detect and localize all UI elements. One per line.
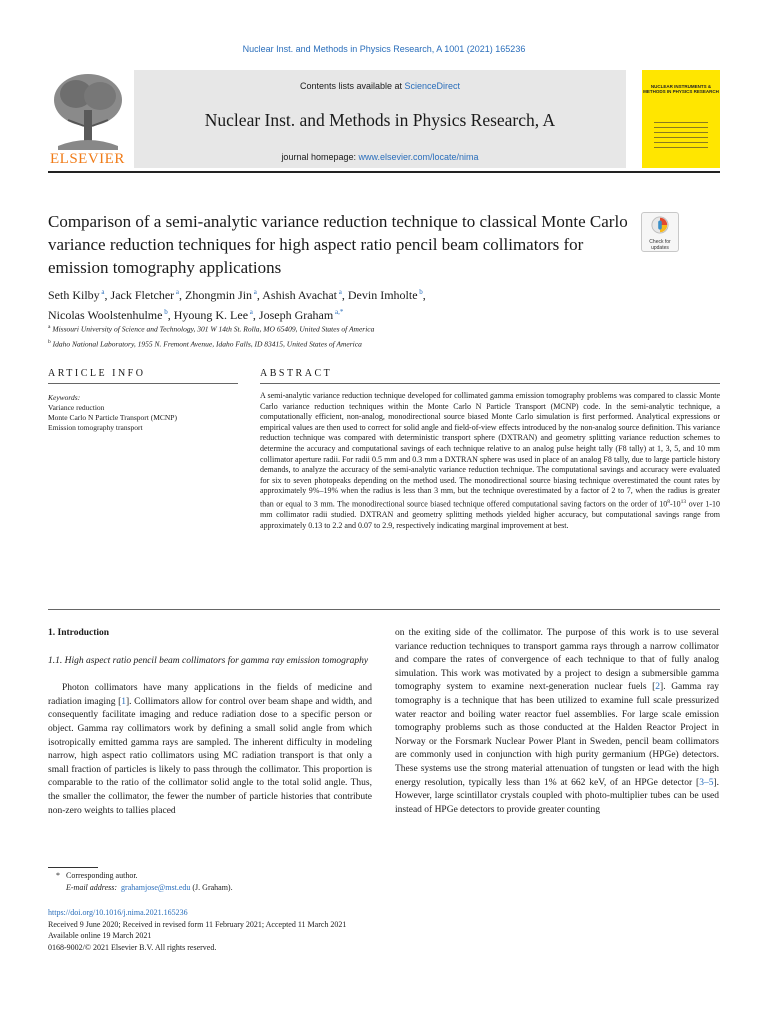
affiliation-b: $^b$ Idaho National Laboratory, 1955 N. Fremont Avenue, Idaho Falls, ID 83415, United States of America [48,338,362,348]
contents-line [134,81,626,91]
keyword-item: Monte Carlo N Particle Transport (MCNP) [48,413,177,422]
article-info-rule [48,383,238,384]
copyright: 0168-9002/© 2021 Elsevier B.V. All rights reserved. [48,942,217,952]
journal-reference[interactable]: Nuclear Inst. and Methods in Physics Research, A 1001 (2021) 165236 [242,44,526,54]
masthead [48,70,720,168]
masthead-divider [48,171,720,173]
journal-banner [134,70,626,168]
section-heading: 1. Introduction [48,628,110,638]
contents-prefix: Contents lists available at [299,81,405,91]
email-link[interactable]: grahamjose@mst.edu [121,883,191,892]
author-name[interactable]: Devin Imholte [347,288,418,302]
keywords-label: Keywords: [48,393,81,402]
abstract-rule [260,383,720,384]
footnote [56,870,233,894]
sciencedirect-link[interactable]: ScienceDirect [404,81,461,91]
author-list [48,284,668,324]
author-affiliation-marker[interactable]: a [337,288,342,296]
footnote-rule [48,867,98,868]
keyword-item: Variance reduction [48,403,105,412]
abstract-bottom-rule [48,609,720,610]
author-separator: , [167,308,174,322]
body-column-right [395,627,719,817]
publisher-name: ELSEVIER [50,151,125,167]
author-separator: , [422,288,426,302]
article-info-heading: ARTICLE INFO [48,368,146,379]
email-note: E-mail address: grahamjose@mst.edu (J. Graham). [66,883,233,892]
affiliation-a: $^a$ Missouri University of Science and Technology, 301 W 14th St. Rolla, MO 65409, United States of America [48,324,375,334]
homepage-link[interactable]: www.elsevier.com/locate/nima [358,152,479,162]
abstract-text: A semi-analytic variance reduction technique developed for collimated gamma emission tomography problems was compared to classic Monte Carlo variance reduction techniques within the Monte Carlo N Particle Transport (MCNP) code. In the semi-analytic technique, a computationally efficient, non-analog, monodirectional source biased Monte Carlo simulation is first performed. Analytical expressions or empirical values are then used to correct for solid angle and field-of-view effects introduced by the non-analog source definition. This variance reduction technique was compared with deterministic transport sphere (DXTRAN) and geometry splitting variance reduction schemes to determine the accuracy and computational savings of each technique relative to an analog pulse height tally (F8 tally) at 1, 3, 5, and 10 mm collimator aperture radii. For radii 0.5 mm and 0.3 mm a DXTRAN sphere was used in place of an analog F8 tally, due to large particle history demands, to analyze the accuracy of the semi-analytic variance reduction technique. The computational savings and accuracy were evaluated for six to seven photopeaks depending on the method used. The monodirectional source biasing technique overestimated the count rates by approximately 9%–19% when the radius is less than 3 mm, but the technique overestimated by a factor of 2 to 7, when the radius is greater than or equal to 3 mm. The monodirectional source biased technique offered computational saving factors on the order of $10^8-10^{13}$ over 1-10 mm collimator radii studied. DXTRAN and geometry splitting methods yielded higher accuracy, but computational savings range from approximately 0.13 to 2.2 and 0.07 to 2.9, respectively indicating marginal improvement at best. [260,391,720,530]
author-affiliation-marker[interactable]: a,* [333,308,344,316]
author-name[interactable]: Jack Fletcher [110,288,175,302]
author-separator: , [256,288,263,302]
publication-info [48,907,346,953]
author-affiliation-marker[interactable]: a [248,308,253,316]
body-column-left [48,627,372,818]
elsevier-tree-icon [48,70,128,154]
author-affiliation-marker[interactable]: a [99,288,105,296]
author-name[interactable]: Nicolas Woolstenhulme [48,308,163,322]
body-paragraph: on the exiting side of the collimator. The purpose of this work is to use several variance reduction techniques to transport gamma rays through a narrow collimator and compare the rates of convergence of each technique to that of fully analog simulation. This work was motivated by a project to design a submersible gamma tomography system to examine next-generation nuclear fuels [2]. Gamma ray tomography is a technique that has been utilized to examine full scale pressurized water reactor and boiling water reactor fuel assemblies. For large scale emission tomography problems such as those conducted at the Halden Reactor Project in Norway or the Forsmark Nuclear Power Plant in Sweden, pencil beam collimators are commonly used in conjunction with high purity germanium (HPGe) detectors. These systems use the strong material attenuation of tungsten or lead with the high energy resolution, typically less than 1% at 662 keV, of an HPGe detector [3–5]. However, large scintillator crystals coupled with photo-multiplier tubes can be used instead of HPGe detectors to provide greater counting [395,628,719,815]
author-name[interactable]: Ashish Avachat [262,288,338,302]
corresponding-author-note: * Corresponding author. [56,871,138,880]
author-name[interactable]: Hyoung K. Lee [173,308,249,322]
abstract-heading: ABSTRACT [260,368,333,379]
author-line-1 [48,284,668,304]
affiliations [48,321,708,350]
author-affiliation-marker[interactable]: a [252,288,257,296]
check-for-updates-label: Check for updates [649,239,671,251]
author-name[interactable]: Seth Kilby [48,288,100,302]
cover-decoration [654,122,708,152]
elsevier-logo [48,70,128,168]
author-separator: , [179,288,186,302]
received-dates: Received 9 June 2020; Received in revised form 11 February 2021; Accepted 11 March 2021 [48,919,347,929]
author-separator: , [252,308,259,322]
author-affiliation-marker[interactable]: a [174,288,180,296]
author-name[interactable]: Zhongmin Jin [185,288,253,302]
author-separator: , [341,288,348,302]
check-for-updates-button[interactable] [641,212,679,252]
author-name[interactable]: Joseph Graham [258,308,334,322]
body-paragraph: Photon collimators have many applications in the fields of medicine and radiation imaging [1]. Collimators allow for control over beam shape and width, and consequently facilitate imaging and reduce radiation dose to a specific person or object. Gamma ray collimators work by defining a small solid angle from which isotropically emitted gamma rays are sampled. The inherent difficulty in modeling narrow, high aspect ratio collimators using MC radiation transport is that only a small fraction of particles is likely to pass through the collimator. This proportion is comparable to the ratio of the collimator solid angle to the total solid angle. Thus, the smaller the collimator, the fewer the number of particle histories that contribute non-zero weights to tallies placed [48,683,372,816]
citation-link[interactable]: 3–5 [699,777,714,788]
keyword-item: Emission tomography transport [48,423,143,432]
author-separator: , [104,288,111,302]
author-affiliation-marker[interactable]: b [162,308,168,316]
article-title: Comparison of a semi-analytic variance reduction technique to classical Monte Carlo variance reduction techniques for high aspect ratio pencil beam collimators for emission tomography applications [48,212,628,277]
online-date: Available online 19 March 2021 [48,931,152,940]
crossmark-icon [651,216,669,234]
author-affiliation-marker[interactable]: b [417,288,423,296]
subsection-heading: 1.1. High aspect ratio pencil beam collimators for gamma ray emission tomography [48,655,369,666]
homepage-line [134,152,626,162]
doi-link[interactable]: https://doi.org/10.1016/j.nima.2021.165236 [48,908,188,917]
citation-link[interactable]: 1 [121,696,127,707]
journal-title: Nuclear Inst. and Methods in Physics Research, A [204,110,556,130]
homepage-prefix: journal homepage: [281,152,359,162]
journal-cover-thumbnail[interactable] [642,70,720,168]
keywords-block [48,393,238,433]
cover-title: NUCLEAR INSTRUMENTS & METHODS IN PHYSICS RESEARCH [643,84,719,94]
citation-link[interactable]: 2 [655,682,661,693]
